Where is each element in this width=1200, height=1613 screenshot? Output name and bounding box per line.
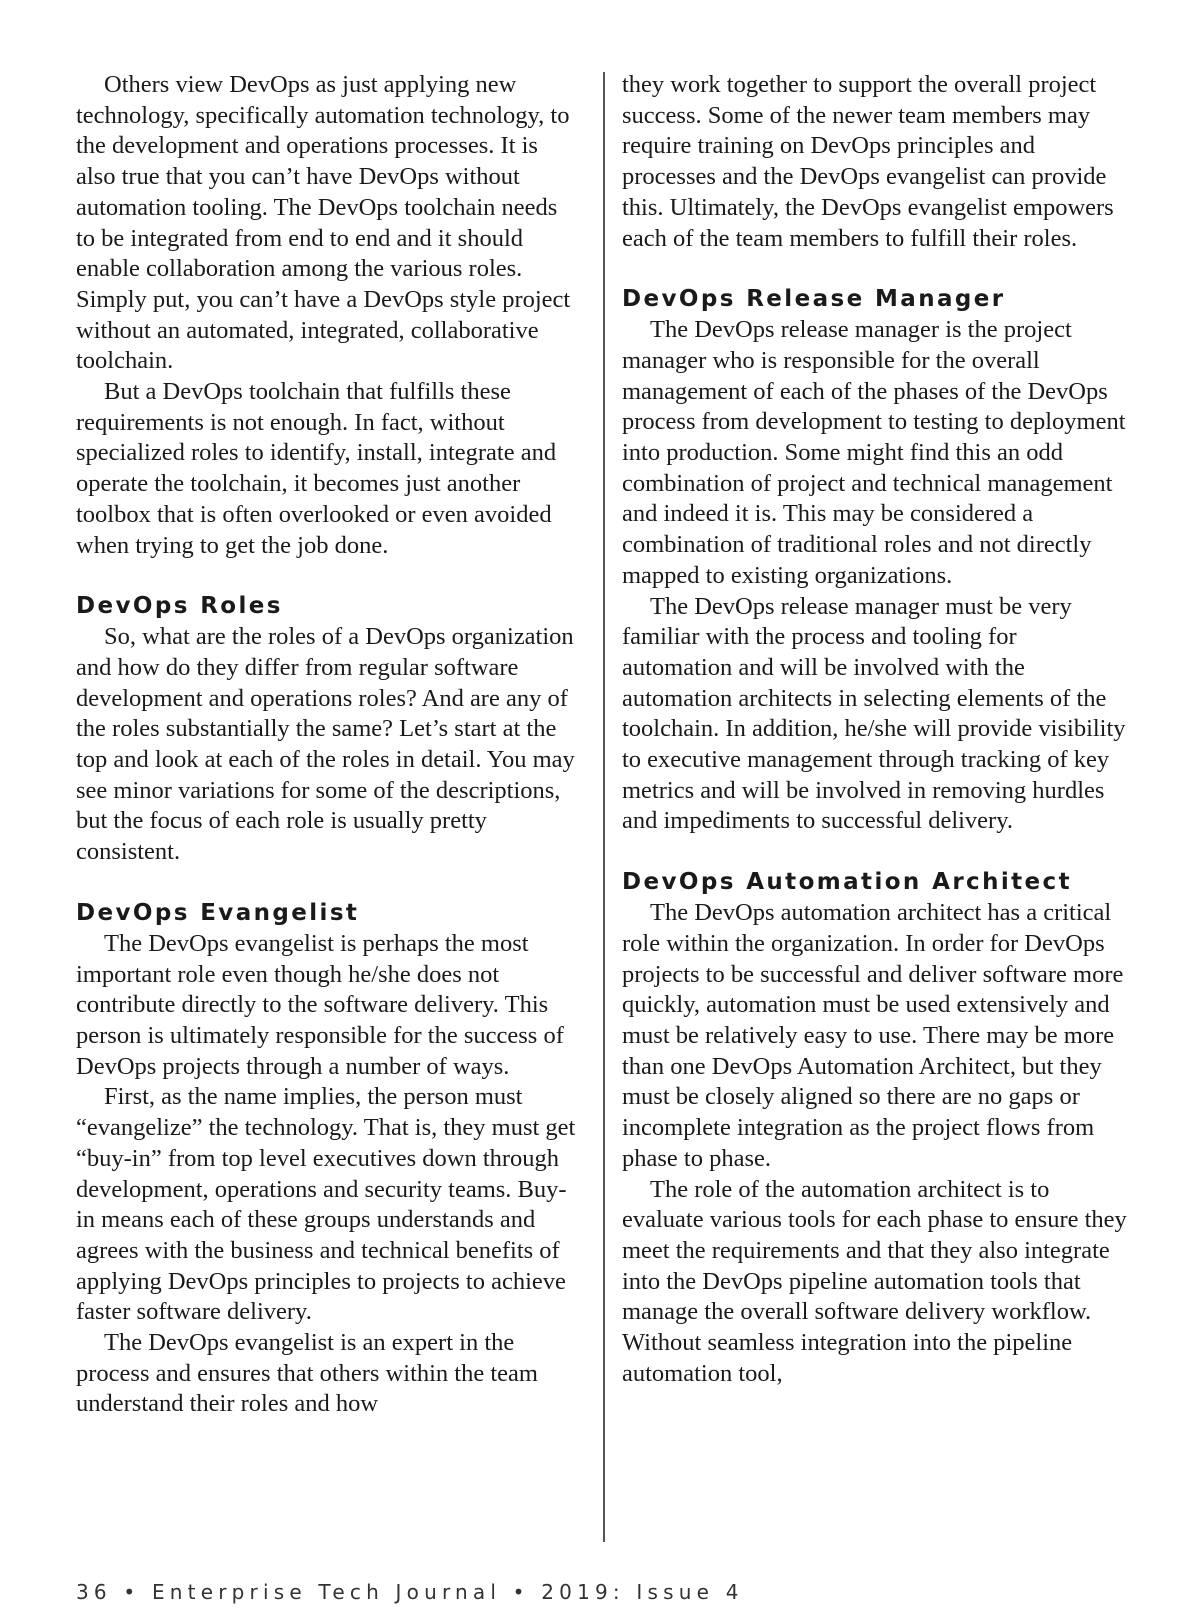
paragraph: The DevOps release manager must be very familiar with the process and tooling for automation and will be involved with the automation architects in selecting elements of the toolchain. In addition, he/she will provide visibility to executive management through tracking of key metrics and will be involved in removing hurdles and impediments to successful delivery.	[622, 592, 1126, 835]
paragraph: The DevOps automation architect has a critical role within the organization. In order for DevOps projects to be successful and deliver software more quickly, automation must be used extensively and must be relatively easy to use. There may be more than one DevOps Automation Architect, but they must be closely aligned so there are no gaps or incomplete integration as the project flows from phase to phase.	[622, 899, 1124, 1172]
paragraph: So, what are the roles of a DevOps organization and how do they differ from regular software development and operations roles? And are any of the roles substantially the same? Let’s start at the top and look at each of the roles in detail. You may see minor variations for some of the descriptions, but the focus of each role is usually pretty consistent.	[76, 623, 575, 866]
paragraph: First, as the name implies, the person must “evangelize” the technology. That is, they must get “buy-in” from top level executives down through development, operations and security teams. Buy-in means each of these groups understands and agrees with the business and technical benefits of applying DevOps principles to projects to achieve faster software delivery.	[76, 1083, 576, 1326]
paragraph: they work together to support the overall project success. Some of the newer team members may require training on DevOps principles and processes and the DevOps evangelist can provide this. Ultimately, the DevOps evangelist empowers each of the team members to fulfill their roles.	[622, 71, 1114, 252]
section-heading-automation-architect: DevOps Automation Architect	[622, 869, 1072, 896]
page-footer: 36 • Enterprise Tech Journal • 2019: Issue 4	[76, 1580, 744, 1604]
paragraph: But a DevOps toolchain that fulfills these requirements is not enough. In fact, without specialized roles to identify, install, integrate and operate the toolchain, it becomes just another toolbox that is often overlooked or even avoided when trying to get the job done.	[76, 378, 557, 559]
section-heading-release-manager: DevOps Release Manager	[622, 286, 1006, 313]
left-column	[76, 70, 581, 1420]
section-heading-evangelist: DevOps Evangelist	[76, 899, 360, 926]
paragraph: The role of the automation architect is to evaluate various tools for each phase to ensure they meet the requirements and that they also integrate into the DevOps pipeline automation tools that manage the overall software delivery workflow. Without seamless integration into the pipeline automation tool,	[622, 1175, 1127, 1387]
right-column	[622, 70, 1132, 1389]
paragraph: The DevOps evangelist is perhaps the most important role even though he/she does not contribute directly to the software delivery. This person is ultimately responsible for the success of DevOps projects through a number of ways.	[76, 929, 564, 1080]
section-heading-roles: DevOps Roles	[76, 593, 283, 620]
paragraph: Others view DevOps as just applying new technology, specifically automation technology, to the development and operations processes. It is also true that you can’t have DevOps without automation tooling. The DevOps toolchain needs to be integrated from end to end and it should enable collaboration among the various roles. Simply put, you can’t have a DevOps style project without an automated, integrated, collaborative toolchain.	[76, 71, 571, 375]
paragraph: The DevOps release manager is the project manager who is responsible for the overall management of each of the phases of the DevOps process from development to testing to deployment into production. Some might find this an odd combination of project and technical management and indeed it is. This may be considered a combination of traditional roles and not directly mapped to existing organizations.	[622, 316, 1126, 589]
paragraph: The DevOps evangelist is an expert in the process and ensures that others within the team understand their roles and how	[76, 1329, 538, 1418]
column-divider	[603, 72, 605, 1542]
